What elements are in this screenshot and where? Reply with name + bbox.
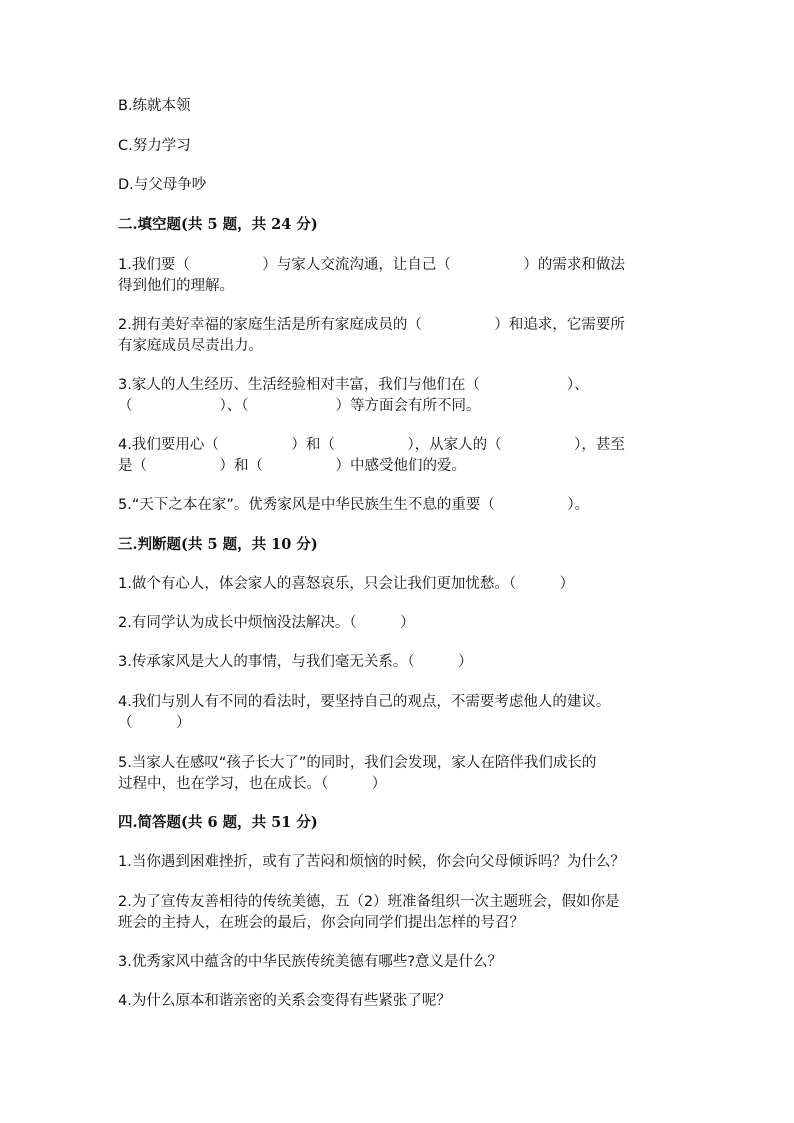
fill-blank-question-4-line-2: 是（ ）和（ ）中感受他们的爱。 [118,458,466,474]
true-false-question-3: 3.传承家风是大人的事情，与我们毫无关系。（ ） [118,654,473,670]
short-answer-question-4: 4.为什么原本和谐亲密的关系会变得有些紧张了呢？ [118,993,451,1009]
fill-blank-question-1-line-2: 得到他们的理解。 [118,278,234,294]
true-false-question-1: 1.做个有心人，体会家人的喜怒哀乐，只会让我们更加忧愁。（ ） [118,576,575,592]
section-heading-fill-blank: 二.填空题(共 5 题，共 24 分) [118,216,318,233]
fill-blank-question-2-line-2: 有家庭成员尽责出力。 [118,338,263,354]
true-false-question-2: 2.有同学认为成长中烦恼没法解决。（ ） [118,615,415,631]
true-false-question-5-line-2: 过程中，也在学习，也在成长。（ ） [118,776,387,792]
true-false-question-4-line-1: 4.我们与别人有不同的看法时，要坚持自己的观点，不需要考虑他人的建议。 [118,694,611,710]
choice-option-d: D.与父母争吵 [118,177,207,193]
short-answer-question-1: 1.当你遇到困难挫折，或有了苦闷和烦恼的时候，你会向父母倾诉吗？为什么？ [118,854,625,870]
true-false-question-4-line-2: （ ） [118,715,191,731]
fill-blank-question-3-line-1: 3.家人的人生经历、生活经验相对丰富，我们与他们在（ ）、 [118,377,589,393]
section-heading-true-false: 三.判断题(共 5 题，共 10 分) [118,536,318,553]
section-heading-short-answer: 四.简答题(共 6 题，共 51 分) [118,814,318,831]
short-answer-question-2-line-1: 2.为了宣传友善相待的传统美德，五（2）班准备组织一次主题班会，假如你是 [118,894,620,910]
short-answer-question-3: 3.优秀家风中蕴含的中华民族传统美德有哪些?意义是什么？ [118,954,503,970]
fill-blank-question-2-line-1: 2.拥有美好幸福的家庭生活是所有家庭成员的（ ）和追求，它需要所 [118,317,625,333]
choice-option-b: B.练就本领 [118,98,191,114]
choice-option-c: C.努力学习 [118,138,191,154]
true-false-question-5-line-1: 5.当家人在感叹“孩子长大了”的同时，我们会发现，家人在陪伴我们成长的 [118,755,597,771]
fill-blank-question-1-line-1: 1.我们要（ ）与家人交流沟通，让自己（ ）的需求和做法 [118,257,625,273]
fill-blank-question-3-line-2: （ ）、（ ）等方面会有所不同。 [118,398,481,414]
short-answer-question-2-line-2: 班会的主持人，在班会的最后，你会向同学们提出怎样的号召？ [118,915,524,931]
fill-blank-question-4-line-1: 4.我们要用心（ ）和（ ），从家人的（ ），甚至 [118,437,625,453]
fill-blank-question-5: 5.“天下之本在家”。优秀家风是中华民族生生不息的重要（ ）。 [118,497,590,513]
